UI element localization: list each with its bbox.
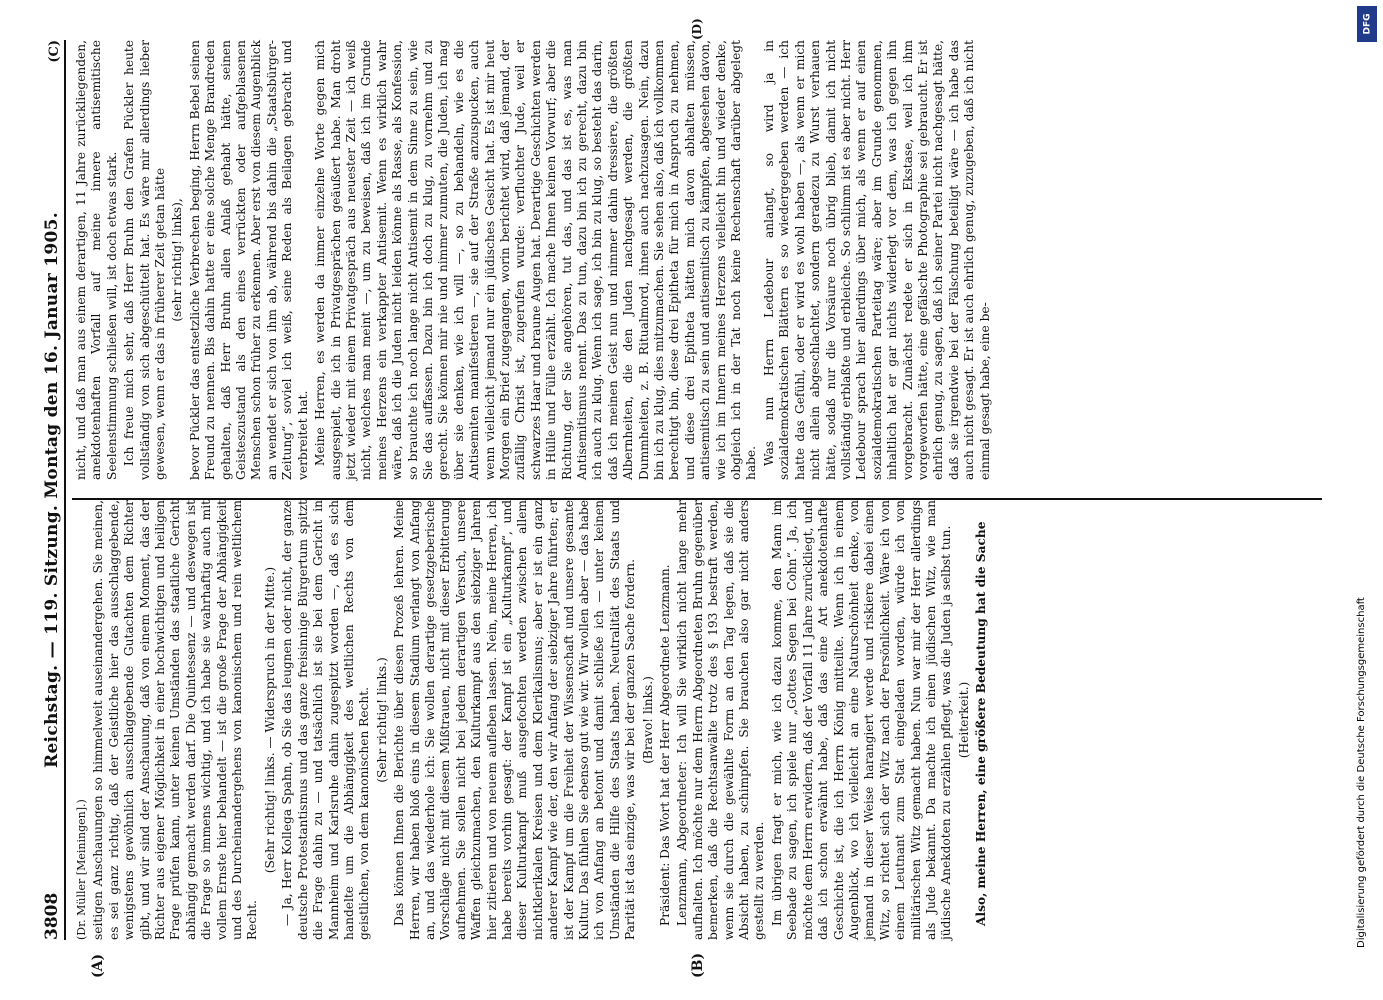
interjection: (Sehr richtig! links. — Widerspruch in der Mitte.): [262, 566, 277, 874]
paragraph: Im übrigen fragt er mich, wie ich dazu komme, den Mann im Seebade zu sagen, ich spiele nur „Gottes Segen bei Cohn“. Ja, ich möchte dem Herrn erwidern, daß der Vorfall 11 Jahre zurückliegt, und daß ich schon erwähnt habe, daß das eine Art anekdotenhafte Geschichte ist, die ich Herrn König mitteilte. Wenn ich in einem Augenblick, wo ich vielleicht an eine Naturschönheit denke, von jemand in dieser Weise harangiert werde und riskiere dabei einen Witz, so richtet sich der Witz nach der Persönlichkeit. Wäre ich von einem Leutnant zum Stat eingeladen worden, würde ich von militärischen Witz gemacht haben. Nun war mir der Herr allerdings als Jude bekannt. Da machte ich einen jüdischen Witz, wie man jüdische Anekdoten zu erzählen pflegt, was die Juden ja selbst tun.: [769, 500, 954, 940]
dfg-logo: DFG: [1357, 6, 1377, 42]
column-divider: [72, 498, 1322, 500]
paragraph: nicht, und daß man aus einem derartigen, 11 Jahre zurückliegenden, anekdotenhaften Vorfall auf meine innere antisemitische Seelenstimmung schließen will, ist doch etwas stark.: [74, 40, 119, 480]
interjection: (sehr richtig! links),: [170, 198, 185, 322]
speaker-attribution: (Dr. Müller [Meiningen].): [75, 799, 88, 940]
speaker-paragraph: Lenzmann, Abgeordneter: Ich will Sie wirklich nicht lange mehr aufhalten. Ich möchte nur dem Herrn Abgeordneten Bruhn gegenüber bemerken, daß die Rechtsanwälte trotz des § 193 bestraft werden, wenn sie durch die gewählte Form an den Tag legen, daß sie die Absicht haben, zu schimpfen. Sie brauchen also gar nicht anders gestellt zu werden.: [675, 500, 767, 940]
paragraph: seitigen Anschauungen so himmelweit auseinandergehen. Sie meinen, es sei ganz richtig, daß der Geistliche hier das ausschlaggebende, wenigstens gewöhnlich ausschlaggebende Gutachten dem Richter gibt, und wir sind der Anschauung, daß von einem Moment, das der Richter aus eigener Möglichkeit in einer hochwichtigen und heiligen Frage prüfen kann, unter keinen Umständen das staatliche Gericht abhängig gemacht werden darf. Die Quintessenz — und deswegen ist die Frage so immens wichtig, und ich habe sie wahrhaftig auch mit vollem Ernste hier behandelt — ist die große Frage der Abhängigkeit und des Durcheinandergehens von kanonischem und rein weltlichem Recht.: [91, 500, 260, 940]
margin-mark-c: (C): [47, 40, 62, 63]
margin-mark-a: (A): [90, 953, 106, 978]
interjection: (Heiterkeit.): [956, 681, 971, 759]
paragraph: Was nun Herrn Ledebour anlangt, so wird ja in sozialdemokratischen Blättern es so wiedergegeben werden — ich hatte das Gefühl, oder er wird es wohl haben —, als wenn er mich nicht allein abgeschlachtet, sondern geradezu zu Wurst verhauen hätte, sodaß nur die Vorsäure noch übrig blieb, damit ich nicht vollständig erblaßte und erbleiche. So schlimm ist es aber nicht. Herr Ledebour sprach hier allerdings über mich, als wenn er auf einen sozialdemokratischen Parteitag wäre; aber im Grunde genommen, inhaltlich hat er gar nichts widerlegt vor dem, was ich gegen ihn vorgebracht. Zunächst redete er sich in Ekstase, weil ich ihm vorgeworfen hätte, eine gefälschte Photographie sei gebraucht. Er ist ehrlich genug, zu sagen, daß ich seiner Partei nicht nachgesagt hätte, daß sie irgendwie bei der Fälschung beteiligt wäre — ich habe das auch nicht gesagt. Er ist auch ehrlich genug, zuzugeben, daß ich nicht einmal gesagt habe, eine be-: [761, 40, 992, 480]
margin-mark-b: (B): [690, 952, 706, 978]
president-statement: Präsident: Das Wort hat der Herr Abgeordnete Lenzmann.: [658, 564, 673, 926]
paragraph: Meine Herren, es werden da immer einzelne Worte gegen mich ausgespielt, die ich in Privatgesprächen geäußert habe. Man droht jetzt wieder mit einem Privatgespräch aus neuester Zeit — ich weiß nicht, welches man meint —, um zu beweisen, daß ich im Grunde meines Herzens ein verkappter Antisemit. Wenn es wirklich wahr wäre, daß ich die Juden nicht leiden könne als Rasse, als Konfession, so brauchte ich noch lange nicht Antisemit in dem Sinne zu sein, wie Sie das auffassen. Dazu bin ich doch zu klug, zu vornehm und zu gerecht. Sie können mir nie und nimmer zumuten, die Juden, ich mag über sie denken, wie ich will —, so zu behandeln, wie es die Antisemiten manifestieren —, sie auf der Straße anzuspucken, auch wenn vielleicht jemand nur ein jüdisches Gesicht hat. Es ist mir heut Morgen ein Brief zugegangen, worin berichtet wird, daß jemand, der zufällig Christ ist, zugerufen wurde: verfluchter Jude, weil er schwarzes Haar und braune Augen hat. Derartige Geschichten werden in Hülle und Fülle erzählt. Ich mache Ihnen keinen Vorwurf; aber die Richtung, der Sie angehören, tut das, und das ist es, was man Antisemitismus nennt. Das zu tun, dazu bin ich zu gerecht, dazu bin ich auch zu klug. Wenn ich sage, ich bin zu klug, so besteht das darin, daß ich meinen Geist nun und nimmer dahin dressiere, die größten Albernheiten, die den Juden nachgesagt werden, die größten Dummheiten, z. B. Ritualmord, ihnen auch nachzusagen. Nein, dazu bin ich zu klug, dies mitzumachen. Sie sehen also, daß ich vollkommen berechtigt bin, diese drei Epitheta für mich in Anspruch zu nehmen, und diese drei Epitheta hätten mich davon abhalten müssen, antisemitisch zu sein und antisemitisch zu kämpfen, abgesehen davon, wie ich im Innern meines Herzens vielleicht hin und wieder denke, obgleich ich in der Tat noch keine Rechenschaft darüber abgelegt habe.: [313, 40, 759, 480]
digitization-note: Digitalisierung gefördert durch die Deutsche Forschungsgemeinschaft: [1356, 597, 1367, 948]
paragraph: Das können Ihnen die Berichte über diesen Prozeß lehren. Meine Herren, wir haben bloß eins in diesem Stadium verlangt von Anfang an, und das wiederhole ich: Sie wollen derartige gesetzgeberische Vorschläge nicht mit diesem Mißtrauen, nicht mit dieser Erbitterung aufnehmen. Sie sollen nicht bei jedem derartigen Versuch, unsere Waffen gleichzumachen, den Kulturkampf aus den siebziger Jahren hier zitieren und von neuem aufleben lassen. Nein, meine Herren, ich habe bereits vorhin gesagt: der Kampf ist ein „Kulturkampf“, und dieser Kulturkampf muß ausgefochten werden zwischen allem nichtklerikalen Kreisen und dem Klerikalismus; aber er ist ein ganz anderer Kampf wie der, den wir Anfang der siebziger Jahre führten; er ist der Kampf um die Freiheit der Wissenschaft und unsere gesamte Kultur. Das fühlen Sie ebenso gut wie wir. Wir wollen aber — das habe ich von Anfang an betont und damit schließe ich — unter keinen Umständen die Hilfe des Staats haben. Neutralität des Staats und Parität ist das einzige, was wir bei der ganzen Sache fordern.: [392, 500, 638, 940]
left-column: [74, 500, 992, 940]
paragraph: Ich freue mich sehr, daß Herr Bruhn den Grafen Pückler heute vollständig von sich abgeschüttelt hat. Es wäre mir allerdings lieber gewesen, wenn er das in früherer Zeit getan hätte: [122, 40, 168, 480]
page-number: 3808: [42, 892, 62, 940]
interjection: (Sehr richtig! links.): [374, 657, 389, 783]
paragraph: bevor Pückler das entsetzliche Verbrechen beging, Herrn Bebel seinen Freund zu nennen. Bis dahin hatte er eine solche Menge Brandreden gehalten, daß Herr Bruhn allen Anlaß gehabt hätte, seinen Geisteszustand als den eines verrückten oder aufgeblasenen Menschen schon früher zu erkennen. Aber erst von diesem Augenblick an wendet er sich von ihm ab, während bis dahin die „Staatsbürger-Zeitung“, soviel ich weiß, seine Reden als Beilagen gebracht und verbreitet hat.: [187, 40, 310, 480]
page-header: [36, 40, 66, 940]
interjection: (Bravo! links.): [640, 676, 655, 764]
paragraph: — Ja, Herr Kollega Spahn, ob Sie das leugnen oder nicht, der ganze deutsche Protestantismus und das ganze freisinnige Bürgertum spitzt die Frage dahin zu — und tatsächlich ist sie bei dem Gericht in Mannheim und Karlsruhe dahin zugespitzt worden —, daß es sich handelte um die Abhängigkeit des weltlichen Rechts von dem geistlichen, von dem kanonischen Recht.: [280, 500, 372, 940]
page-title: Reichstag. — 119. Sitzung. Montag den 16. Januar 1905.: [42, 212, 62, 768]
right-column: [74, 40, 995, 480]
paragraph: Also, meine Herren, eine größere Bedeutung hat die Sache: [974, 521, 989, 926]
margin-mark-d: (D): [690, 18, 704, 40]
